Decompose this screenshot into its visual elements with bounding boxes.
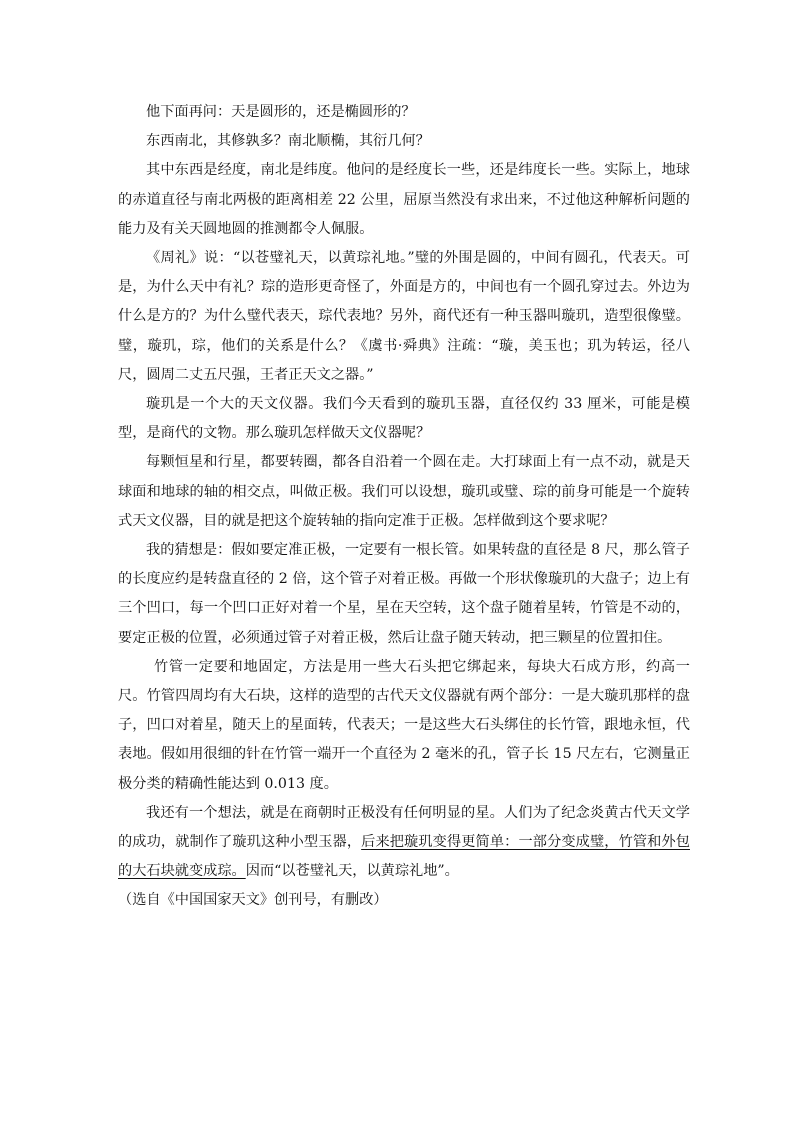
source-citation: （选自《中国国家天文》创刊号，有删改） [118,892,388,909]
paragraph-9-end: 因而“以苍璧礼天，以黄琮礼地”。 [245,863,459,880]
paragraph-9-start: 我还有一个想法，就是在商朝时正极没有任何明显的星。人们为了纪念炎黄古代天文学的成功，就制作了璇玑这种小型玉器， [118,804,690,851]
paragraph-4: 《周礼》说：“以苍璧礼天，以黄琮礼地。”璧的外围是圆的，中间有圆孔，代表天。可是，为什么天中有礼？琮的造形更奇怪了，外面是方的，中间也有一个圆孔穿过去。外边为什么是方的？为什么璧代表天，琮代表地？另外，商代还有一种玉器叫璇玑，造型很像璧。璧，璇玑，琮，他们的关系是什么？《虞书·舜典》注疏：“璇，美玉也；玑为转运，径八尺，圆周二丈五尺强，王者正天文之器。” [118,250,690,383]
paragraph-8: 竹管一定要和地固定，方法是用一些大石头把它绑起来，每块大石成方形，约高一尺。竹管四周均有大石块，这样的造型的古代天文仪器就有两个部分：一是大璇玑那样的盘子，凹口对着星，随天上的星面转，代表天；一是这些大石头绑住的长竹管，跟地永恒，代表地。假如用很细的针在竹管一端开一个直径为 2 毫米的孔，管子长 15 尺左右，它测量正极分类的精确性能达到 0.013 度。 [118,658,690,792]
paragraph-5: 璇玑是一个大的天文仪器。我们今天看到的璇玑玉器，直径仅约 33 厘米，可能是模型，是商代的文物。那么璇玑怎样做天文仪器呢？ [118,396,690,442]
paragraph-2: 东西南北，其修孰多？南北顺椭，其衍几何？ [146,133,430,150]
paragraph-6: 每颗恒星和行星，都要转圈，都各自沿着一个圆在走。大打球面上有一点不动，就是天球面和地球的轴的相交点，叫做正极。我们可以设想，璇玑或璧、琮的前身可能是一个旋转式天文仪器，目的就是把这个旋转轴的指向定准于正极。怎样做到这个要求呢？ [118,454,690,529]
paragraph-7: 我的猜想是：假如要定准正极，一定要有一根长管。如果转盘的直径是 8 尺，那么管子的长度应约是转盘直径的 2 倍，这个管子对着正极。再做一个形状像璇玑的大盘子；边上有三个凹口，每一个凹口正好对着一个星，星在天空转，这个盘子随着星转，竹管是不动的，要定正极的位置，必须通过管子对着正极，然后让盘子随天转动，把三颗星的位置扣住。 [118,542,690,646]
paragraph-9 [118,799,690,887]
underlined-sentence: 后来把璇玑变得更简单：一部分变成璧，竹管和外包的大石块就变成琮。 [118,834,690,880]
article-body [118,98,690,916]
paragraph-1: 他下面再问：天是圆形的，还是椭圆形的？ [146,104,416,120]
paragraph-3: 其中东西是经度，南北是纬度。他问的是经度长一些，还是纬度长一些。实际上，地球的赤道直径与南北两极的距离相差 22 公里，屈原当然没有求出来，不过他这种解析问题的能力及有关天圆地圆的推测都令人佩服。 [118,162,690,237]
